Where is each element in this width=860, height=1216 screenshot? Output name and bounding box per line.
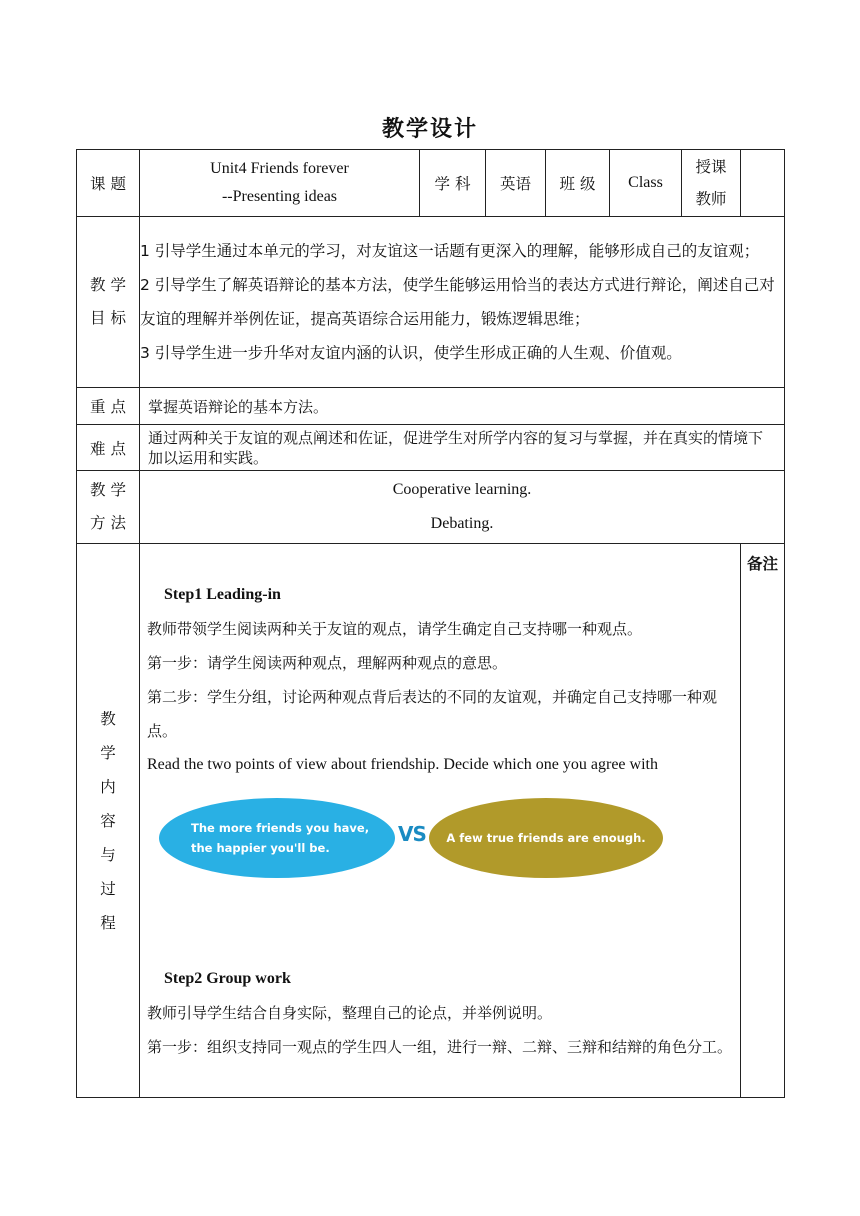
viewpoint-more-friends: [159, 798, 395, 878]
notes-column: 备注: [741, 544, 785, 1098]
process-row: [77, 544, 785, 1098]
teacher-value: [741, 150, 785, 217]
methods-label-line-1: 教 学: [90, 481, 126, 499]
step1-title: Step1 Leading-in: [164, 586, 281, 603]
step1-english-instruction: Read the two points of view about friendship. Decide which one you agree with: [147, 756, 658, 773]
methods-label: [77, 471, 140, 544]
goals-row: [77, 217, 785, 388]
teacher-label: [682, 150, 741, 217]
process-label-char: 过: [100, 879, 116, 898]
class-label: 班 级: [546, 150, 610, 217]
method-debating: Debating.: [430, 515, 494, 532]
teacher-label-line-2: 教师: [695, 190, 727, 208]
goals-label-line-2: 目 标: [90, 309, 126, 327]
key-point-text: 掌握英语辩论的基本方法。: [140, 388, 785, 425]
difficulty-label: 难 点: [77, 425, 140, 471]
viewpoint-more-friends-line-1: The more friends you have,: [191, 821, 370, 835]
lesson-plan-table: [76, 149, 785, 1098]
step2-line: 第一步：组织支持同一观点的学生四人一组，进行一辩、二辩、三辩和结辩的角色分工。: [147, 1038, 733, 1056]
class-value: Class: [610, 150, 682, 217]
process-label-char: 内: [100, 777, 116, 796]
step1-line: 教师带领学生阅读两种关于友谊的观点，请学生确定自己支持哪一种观点。: [147, 620, 643, 638]
page-title: 教学设计: [381, 117, 478, 142]
topic-line-1: Unit4 Friends forever: [210, 160, 349, 177]
methods-content: [140, 471, 785, 544]
teacher-label-line-1: 授课: [695, 158, 727, 176]
viewpoint-few-friends: A few true friends are enough.: [429, 798, 663, 878]
process-label-char: 与: [100, 845, 116, 864]
process-label-char: 学: [100, 743, 116, 762]
method-cooperative: Cooperative learning.: [392, 481, 532, 498]
step2-title: Step2 Group work: [164, 970, 291, 987]
viewpoint-more-friends-line-2: the happier you'll be.: [191, 841, 330, 855]
topic-label: 课 题: [77, 150, 140, 217]
process-content: [140, 544, 741, 1098]
versus-label: VS: [398, 822, 426, 846]
step1-line: 第一步：请学生阅读两种观点，理解两种观点的意思。: [147, 654, 508, 672]
goals-content: [140, 217, 785, 388]
step2-line: 教师引导学生结合自身实际，整理自己的论点，并举例说明。: [147, 1004, 553, 1022]
methods-row: [77, 471, 785, 544]
methods-label-line-2: 方 法: [90, 514, 126, 532]
process-label-char: 程: [100, 913, 116, 932]
step1-line: 第二步：学生分组，讨论两种观点背后表达的不同的友谊观，并确定自己支持哪一种观点。: [147, 688, 718, 740]
process-label-char: 教: [100, 709, 116, 728]
difficulty-text: 通过两种关于友谊的观点阐述和佐证，促进学生对所学内容的复习与掌握，并在真实的情境下加以运用和实践。: [140, 425, 785, 471]
goals-label-line-1: 教 学: [90, 276, 126, 294]
process-label-char: 容: [100, 811, 116, 830]
header-row: [77, 150, 785, 217]
topic-line-2: --Presenting ideas: [221, 188, 338, 205]
subject-label: 学 科: [420, 150, 486, 217]
topic-value: [140, 150, 420, 217]
process-label: [77, 544, 140, 1098]
difficulty-row: [77, 425, 785, 471]
key-point-row: [77, 388, 785, 425]
goal-item-1: 1 引导学生通过本单元的学习，对友谊这一话题有更深入的理解，能够形成自己的友谊观；: [140, 242, 760, 260]
goals-label: [77, 217, 140, 388]
goal-item-3: 3 引导学生进一步升华对友谊内涵的认识，使学生形成正确的人生观、价值观。: [140, 344, 682, 362]
subject-value: 英语: [486, 150, 546, 217]
goal-item-2: 2 引导学生了解英语辩论的基本方法，使学生能够运用恰当的表达方式进行辩论，阐述自己对友谊的理解并举例佐证，提高英语综合运用能力，锻炼逻辑思维；: [140, 276, 775, 328]
key-point-label: 重 点: [77, 388, 140, 425]
viewpoints-graphic: [147, 792, 734, 892]
